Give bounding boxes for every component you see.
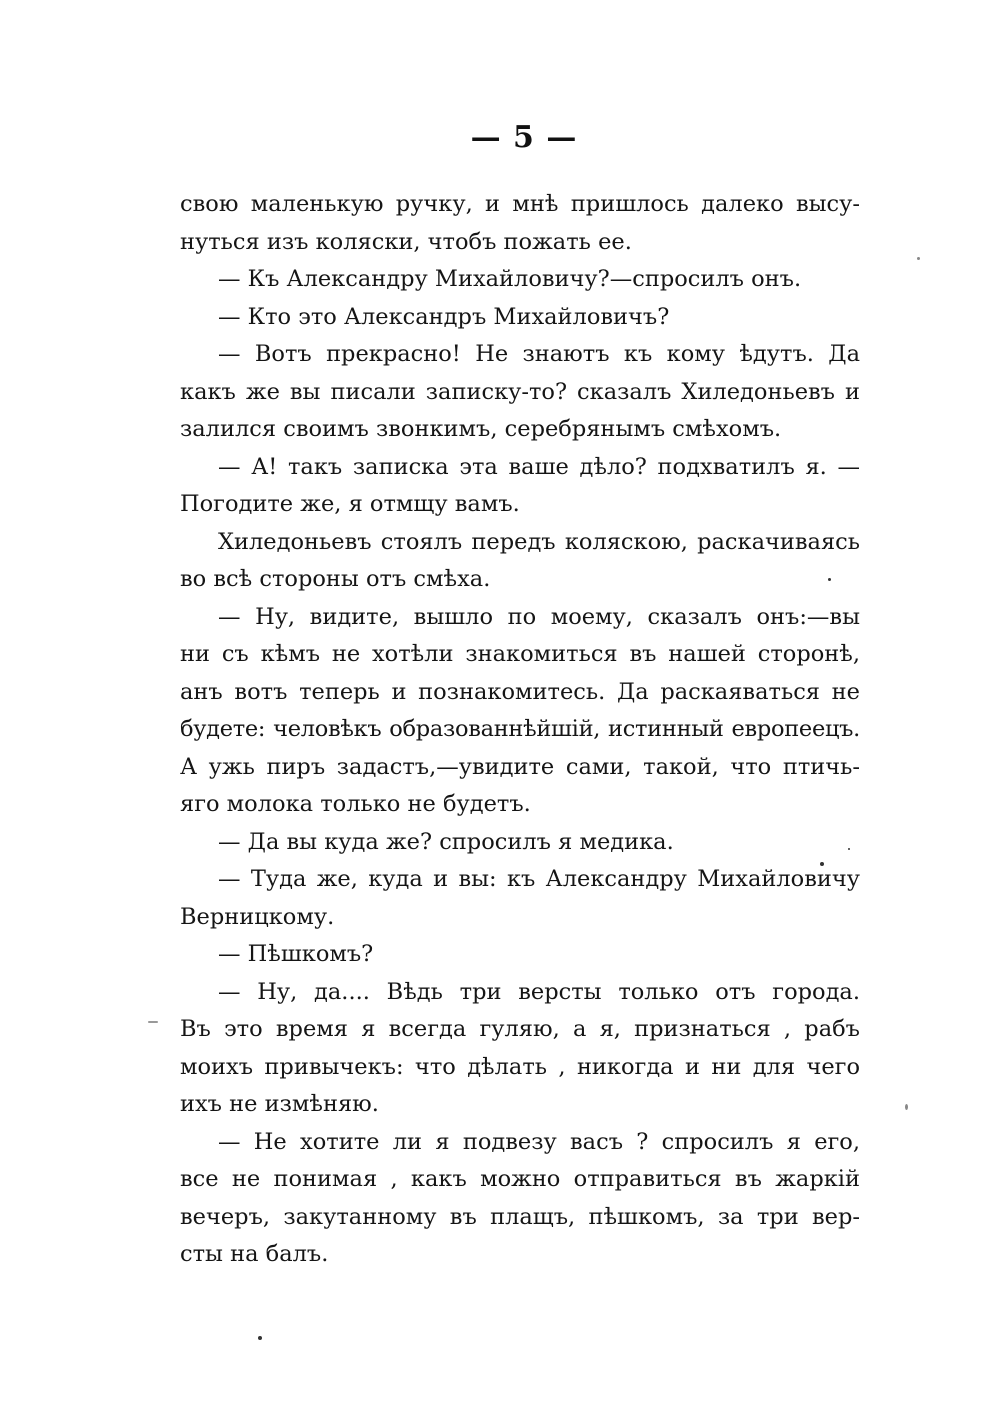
text-line: какъ же вы писали записку-то? сказалъ Хиледоньевъ и: [180, 378, 860, 405]
paragraph: [180, 299, 860, 337]
text-line: анъ вотъ теперь и познакомитесь. Да раскаяваться не: [180, 678, 860, 705]
paragraph: [180, 261, 860, 299]
text-line: — Не хотите ли я подвезу васъ ? спросилъ я его,: [218, 1128, 860, 1155]
text-line: свою маленькую ручку, и мнѣ пришлось далеко высу-: [180, 191, 860, 217]
text-line: все не понимая , какъ можно отправиться въ жаркій: [180, 1166, 860, 1192]
text-line: Верницкому.: [180, 903, 335, 930]
text-line: — Ну, да.... Вѣдь три версты только отъ города.: [218, 978, 860, 1005]
paragraph: [180, 336, 860, 449]
paragraph: [180, 524, 860, 599]
paragraph: [180, 599, 860, 824]
text-line: — Вотъ прекрасно! Не знаютъ къ кому ѣдутъ. Да: [218, 341, 860, 367]
paragraph: [180, 824, 860, 862]
text-line: моихъ привычекъ: что дѣлать , никогда и ни для чего: [180, 1053, 860, 1080]
text-line: Въ это время я всегда гуляю, а я, признаться , рабъ: [180, 1016, 860, 1042]
text-line: — Пѣшкомъ?: [218, 941, 374, 967]
text-line: яго молока только не будетъ.: [180, 791, 531, 817]
page-number: — 5 —: [470, 120, 578, 155]
scan-speck: [905, 1104, 908, 1110]
text-line: — А! такъ записка эта ваше дѣло? подхватилъ я. —: [218, 453, 860, 480]
text-line: во всѣ стороны отъ смѣха.: [180, 566, 491, 592]
text-line: А ужь пиръ задастъ,—увидите сами, такой, что птичь-: [180, 753, 860, 780]
text-line: Хиледоньевъ стоялъ передъ коляскою, раскачиваясь: [218, 528, 860, 555]
scan-speck: [148, 1021, 158, 1023]
text-line: — Ну, видите, вышло по моему, сказалъ онъ:—вы: [218, 603, 860, 630]
scan-speck: [258, 1336, 262, 1340]
scan-speck: [820, 862, 824, 866]
text-line: залился своимъ звонкимъ, серебрянымъ смѣхомъ.: [180, 416, 782, 442]
text-line: нуться изъ коляски, чтобъ пожать ее.: [180, 228, 632, 255]
paragraph: [180, 1124, 860, 1274]
text-line: сты на балъ.: [180, 1241, 329, 1267]
scan-speck: [917, 257, 920, 260]
text-line: — Туда же, куда и вы: къ Александру Михайловичу: [218, 866, 860, 892]
paragraph: [180, 449, 860, 524]
paragraph: [180, 861, 860, 936]
paragraph: [180, 936, 860, 974]
paragraph: [180, 186, 860, 261]
text-line: — Да вы куда же? спросилъ я медика.: [218, 828, 674, 855]
body-text: [180, 186, 860, 1274]
text-line: Погодите же, я отмщу вамъ.: [180, 491, 520, 517]
paragraph: [180, 974, 860, 1124]
text-line: — Къ Александру Михайловичу?—спросилъ онъ.: [218, 266, 802, 292]
scan-speck: [848, 848, 850, 850]
scan-speck: [828, 578, 831, 581]
text-line: вечеръ, закутанному въ плащъ, пѣшкомъ, за три вер-: [180, 1203, 860, 1230]
text-line: — Кто это Александръ Михайловичъ?: [218, 303, 670, 330]
text-line: ихъ не измѣняю.: [180, 1091, 379, 1117]
text-line: будете: человѣкъ образованнѣйшій, истинный европеецъ.: [180, 716, 860, 742]
text-line: ни съ кѣмъ не хотѣли знакомиться въ нашей сторонѣ,: [180, 641, 860, 667]
